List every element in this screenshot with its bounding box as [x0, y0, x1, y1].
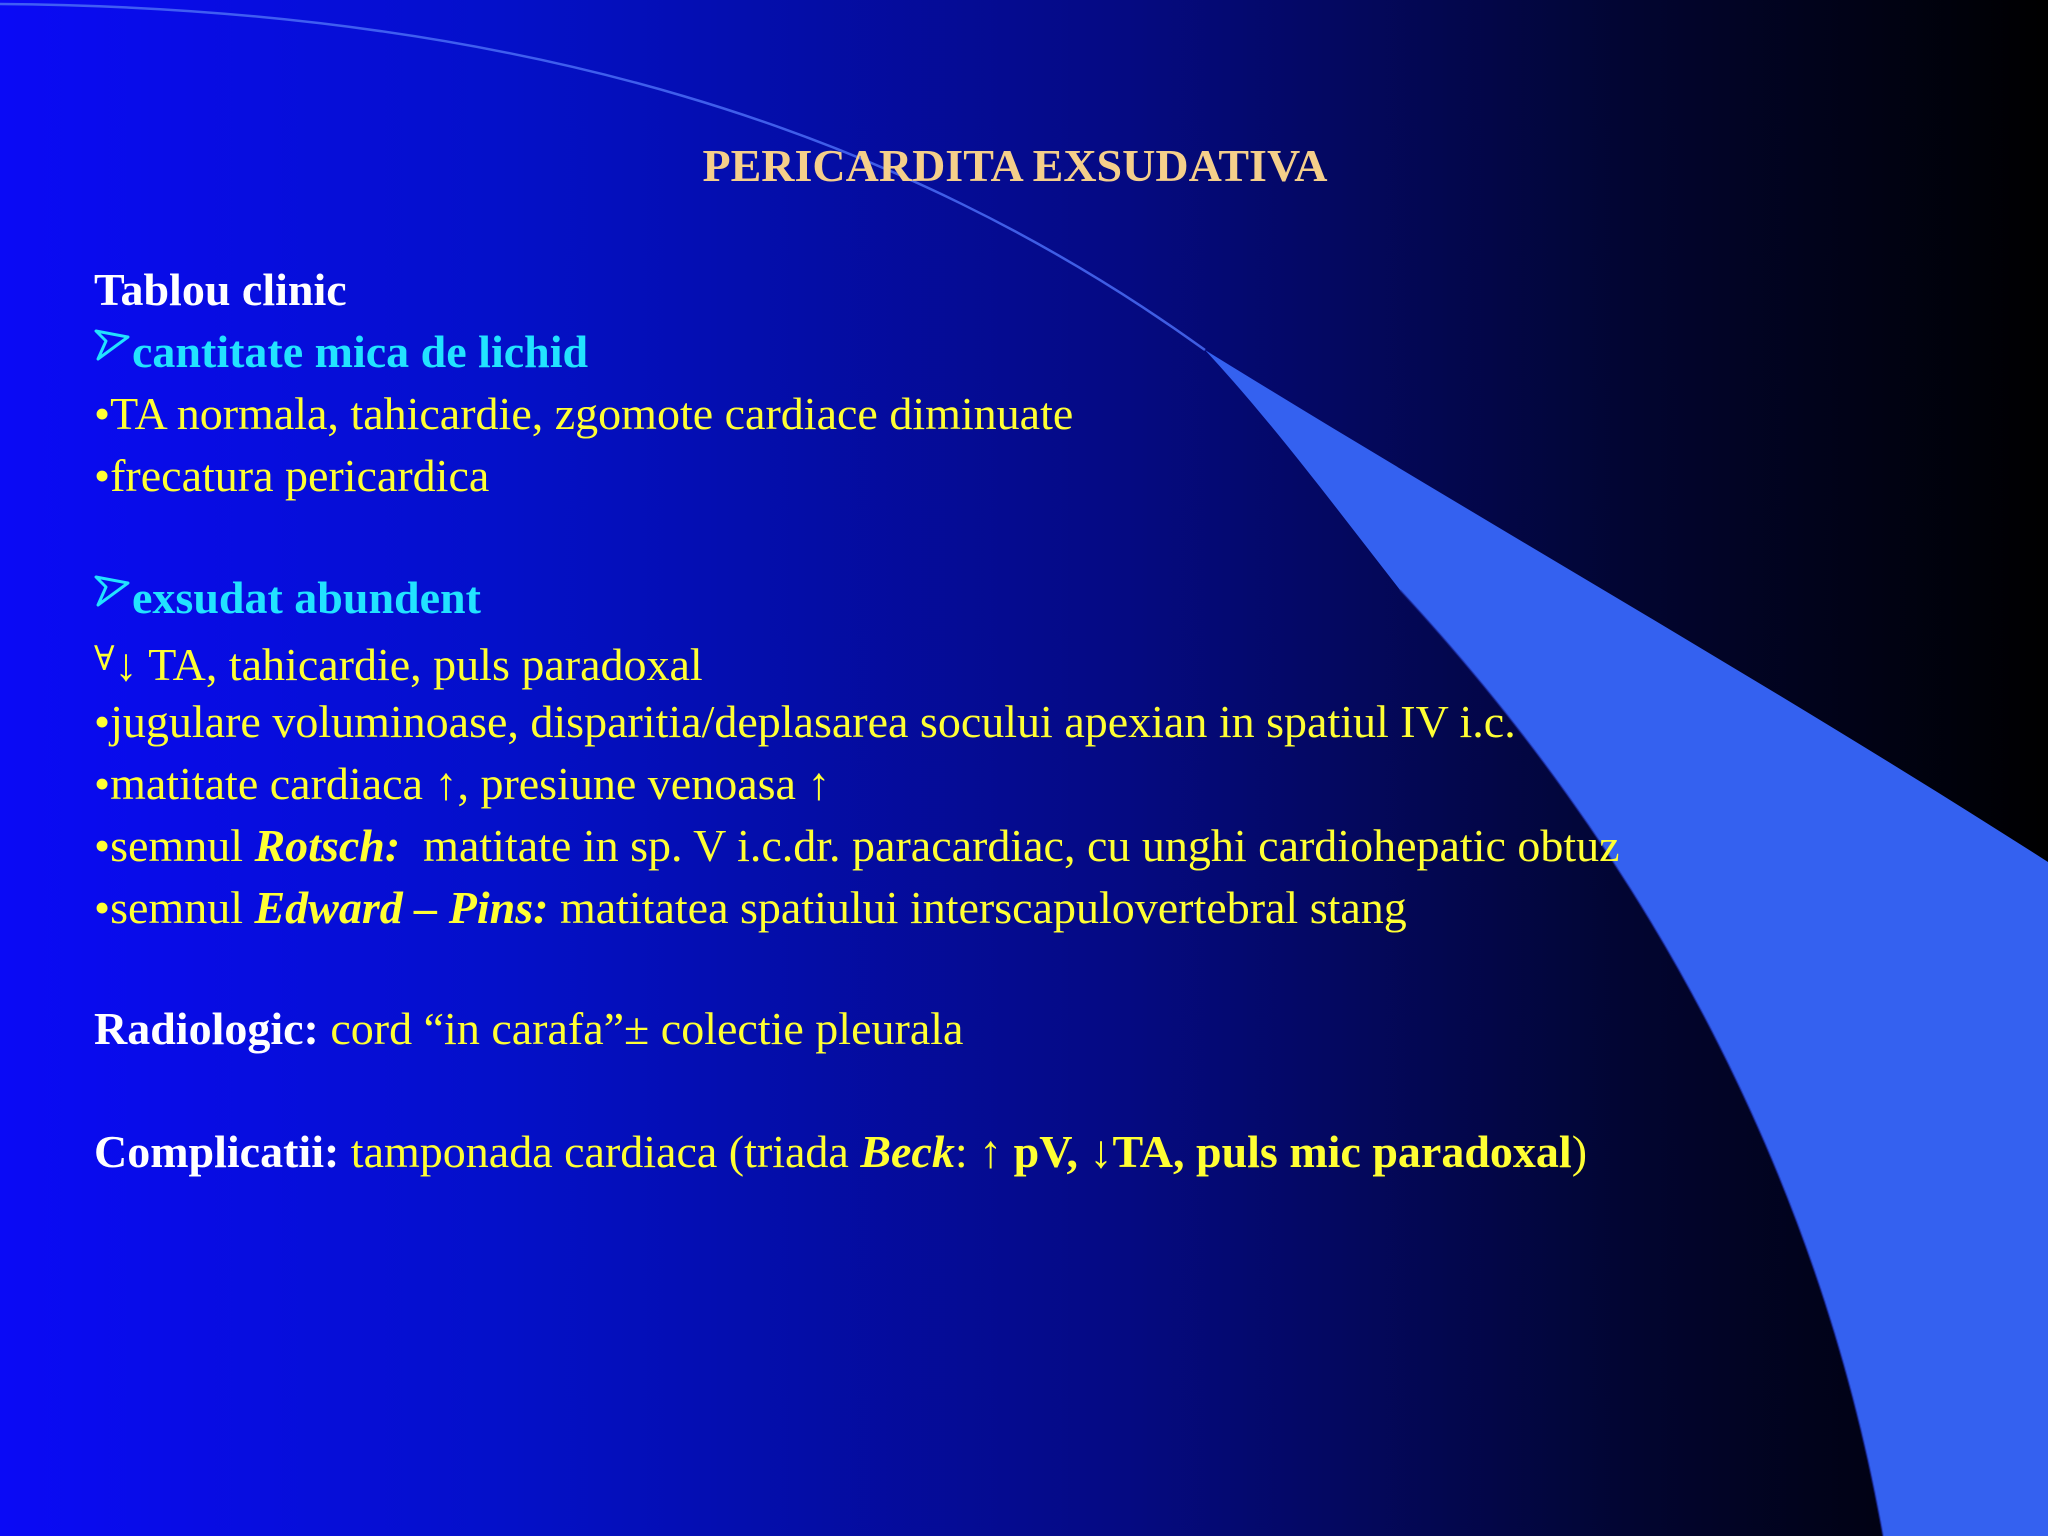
list-item: •matitate cardiaca ↑, presiune venoasa ↑ [94, 758, 831, 809]
complications-label: Complicatii: [94, 1126, 340, 1177]
list-item-rotsch [94, 818, 1620, 874]
list-item: •TA normala, tahicardie, zgomote cardiace diminuate [94, 388, 1074, 439]
rotsch-sign-name: Rotsch: [254, 820, 401, 871]
rotsch-prefix: •semnul [94, 820, 255, 871]
edward-pins-sign-name: Edward – Pins: [254, 882, 549, 933]
edward-description: matitatea spatiului interscapulovertebral stang [548, 882, 1407, 933]
beck-colon: : [954, 1126, 980, 1177]
arrow-bullet-icon [94, 327, 132, 361]
subheading-abundant-text: exsudat abundent [132, 572, 481, 623]
slide-title: PERICARDITA EXSUDATIVA [702, 140, 1328, 191]
complications-close: ) [1571, 1126, 1588, 1177]
section-heading-tablou-clinic: Tablou clinic [94, 264, 347, 315]
beck-triad: ↑ pV, ↓TA, puls mic paradoxal [979, 1126, 1572, 1177]
radiologic-text: cord “in carafa”± colectie pleurala [318, 1003, 964, 1054]
subheading-small-amount [94, 324, 588, 380]
rotsch-description: matitate in sp. V i.c.dr. paracardiac, cu unghi cardiohepatic obtuz [400, 820, 1620, 871]
list-item: •jugulare voluminoase, disparitia/deplasarea socului apexian in spatiul IV i.c. [94, 696, 1516, 747]
list-item-edward-pins [94, 880, 1407, 936]
complications-line [94, 1124, 1587, 1180]
list-item-text: ↓ TA, tahicardie, puls paradoxal [114, 639, 703, 690]
list-item: •frecatura pericardica [94, 450, 490, 501]
edward-prefix: •semnul [94, 882, 255, 933]
list-item [94, 632, 703, 693]
arrow-bullet-icon [94, 573, 132, 607]
radiologic-label: Radiologic: [94, 1003, 319, 1054]
subheading-small-amount-text: cantitate mica de lichid [132, 326, 589, 377]
radiologic-line [94, 1001, 963, 1057]
complications-text: tamponada cardiaca (triada [339, 1126, 861, 1177]
forall-bullet: ∀ [94, 641, 115, 678]
subheading-abundant [94, 570, 481, 626]
beck-name: Beck [860, 1126, 955, 1177]
